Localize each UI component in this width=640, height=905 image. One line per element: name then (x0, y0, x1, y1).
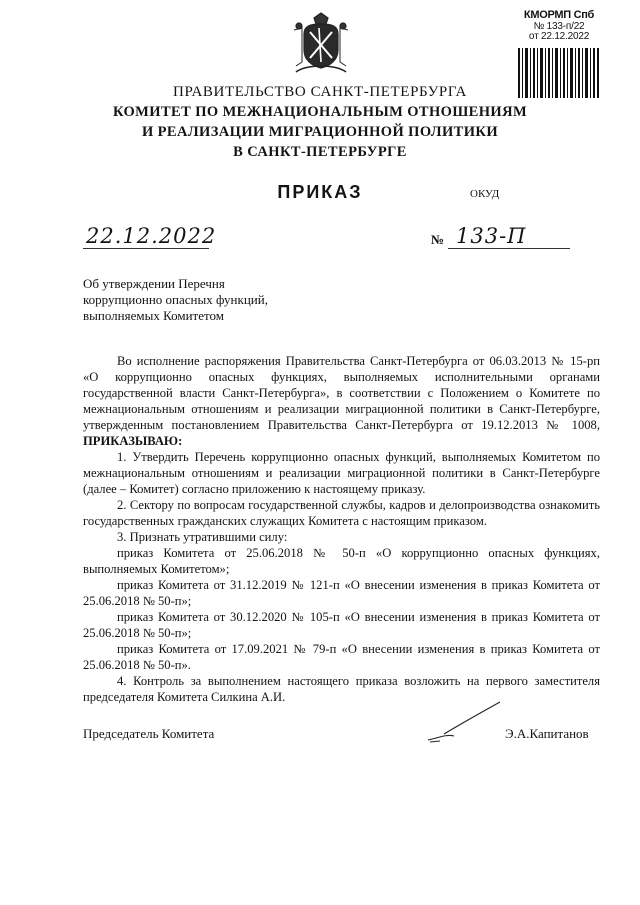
committee-heading-line-2: И РЕАЛИЗАЦИИ МИГРАЦИОННОЙ ПОЛИТИКИ (141, 124, 499, 140)
handwritten-number: 133-П (456, 224, 527, 248)
committee-heading-line-1: КОМИТЕТ ПО МЕЖНАЦИОНАЛЬНЫМ ОТНОШЕНИЯМ (112, 104, 528, 120)
registration-stamp (516, 10, 602, 43)
handwritten-signature (424, 700, 504, 746)
signatory-name: Э.А.Капитанов (505, 726, 589, 741)
document-subject (83, 276, 343, 324)
intro-text: Во исполнение распоряжения Правительства Санкт-Петербурга от 06.03.2013 № 15-рп «О коррупционно опасных функциях, выполняемых исполнительными органами государственной власти Санкт-Петербурга», в соответствии с Положением о Комитете по межнациональным отношениям и реализации миграционной политики в Санкт-Петербурге, утвержденным постановлением Правительства Санкт-Петербурга от 19.12.2013 № 1008, (83, 354, 600, 432)
government-heading: ПРАВИТЕЛЬСТВО САНКТ-ПЕТЕРБУРГА (173, 84, 467, 100)
subject-line-1: Об утверждении Перечня (83, 276, 225, 291)
order-word: ПРИКАЗЫВАЮ: (83, 434, 183, 448)
stamp-org: КМОРМП Спб (523, 9, 595, 21)
signatory-position: Председатель Комитета (83, 726, 215, 741)
subject-line-3: выполняемых Комитетом (83, 308, 224, 323)
stamp-number: № 133-п/22 (533, 20, 585, 32)
document-title: ПРИКАЗ (277, 182, 363, 202)
handwritten-date: 22.12.2022 (86, 224, 217, 248)
stamp-date: от 22.12.2022 (528, 31, 590, 43)
item-3: 3. Признать утратившими силу: (117, 530, 288, 544)
item-1: 1. Утвердить Перечень коррупционно опасных функций, выполняемых Комитетом по межнациональным отношениям и реализации миграционной политики в Санкт-Петербурге (далее – Комитет) согласно приложению к настоящему приказу. (83, 450, 600, 496)
order-body (83, 353, 600, 705)
number-label: № (431, 232, 445, 247)
item-4: 4. Контроль за выполнением настоящего приказа возложить на первого заместителя председателя Комитета Силкина А.И. (83, 674, 600, 704)
repealed-order-3: приказ Комитета от 30.12.2020 № 105-п «О внесении изменения в приказ Комитета от 25.06.2018 № 50-п»; (83, 610, 600, 640)
repealed-order-4: приказ Комитета от 17.09.2021 № 79-п «О внесении изменения в приказ Комитета от 25.06.2018 № 50-п». (83, 642, 600, 672)
committee-heading-line-3: В САНКТ-ПЕТЕРБУРГЕ (233, 144, 407, 160)
subject-line-2: коррупционно опасных функций, (83, 292, 268, 307)
item-2: 2. Сектору по вопросам государственной службы, кадров и делопроизводства ознакомить государственных гражданских служащих Комитета с настоящим приказом. (83, 498, 600, 528)
repealed-order-2: приказ Комитета от 31.12.2019 № 121-п «О внесении изменения в приказ Комитета от 25.06.2018 № 50-п»; (83, 578, 600, 608)
repealed-order-1: приказ Комитета от 25.06.2018 № 50-п «О коррупционно опасных функциях, выполняемых Комитетом»; (83, 546, 600, 576)
coat-of-arms-emblem (292, 12, 350, 78)
okud-label: ОКУД (470, 188, 500, 200)
number-line (448, 248, 570, 249)
date-line (83, 248, 209, 249)
intro-paragraph (83, 353, 600, 449)
